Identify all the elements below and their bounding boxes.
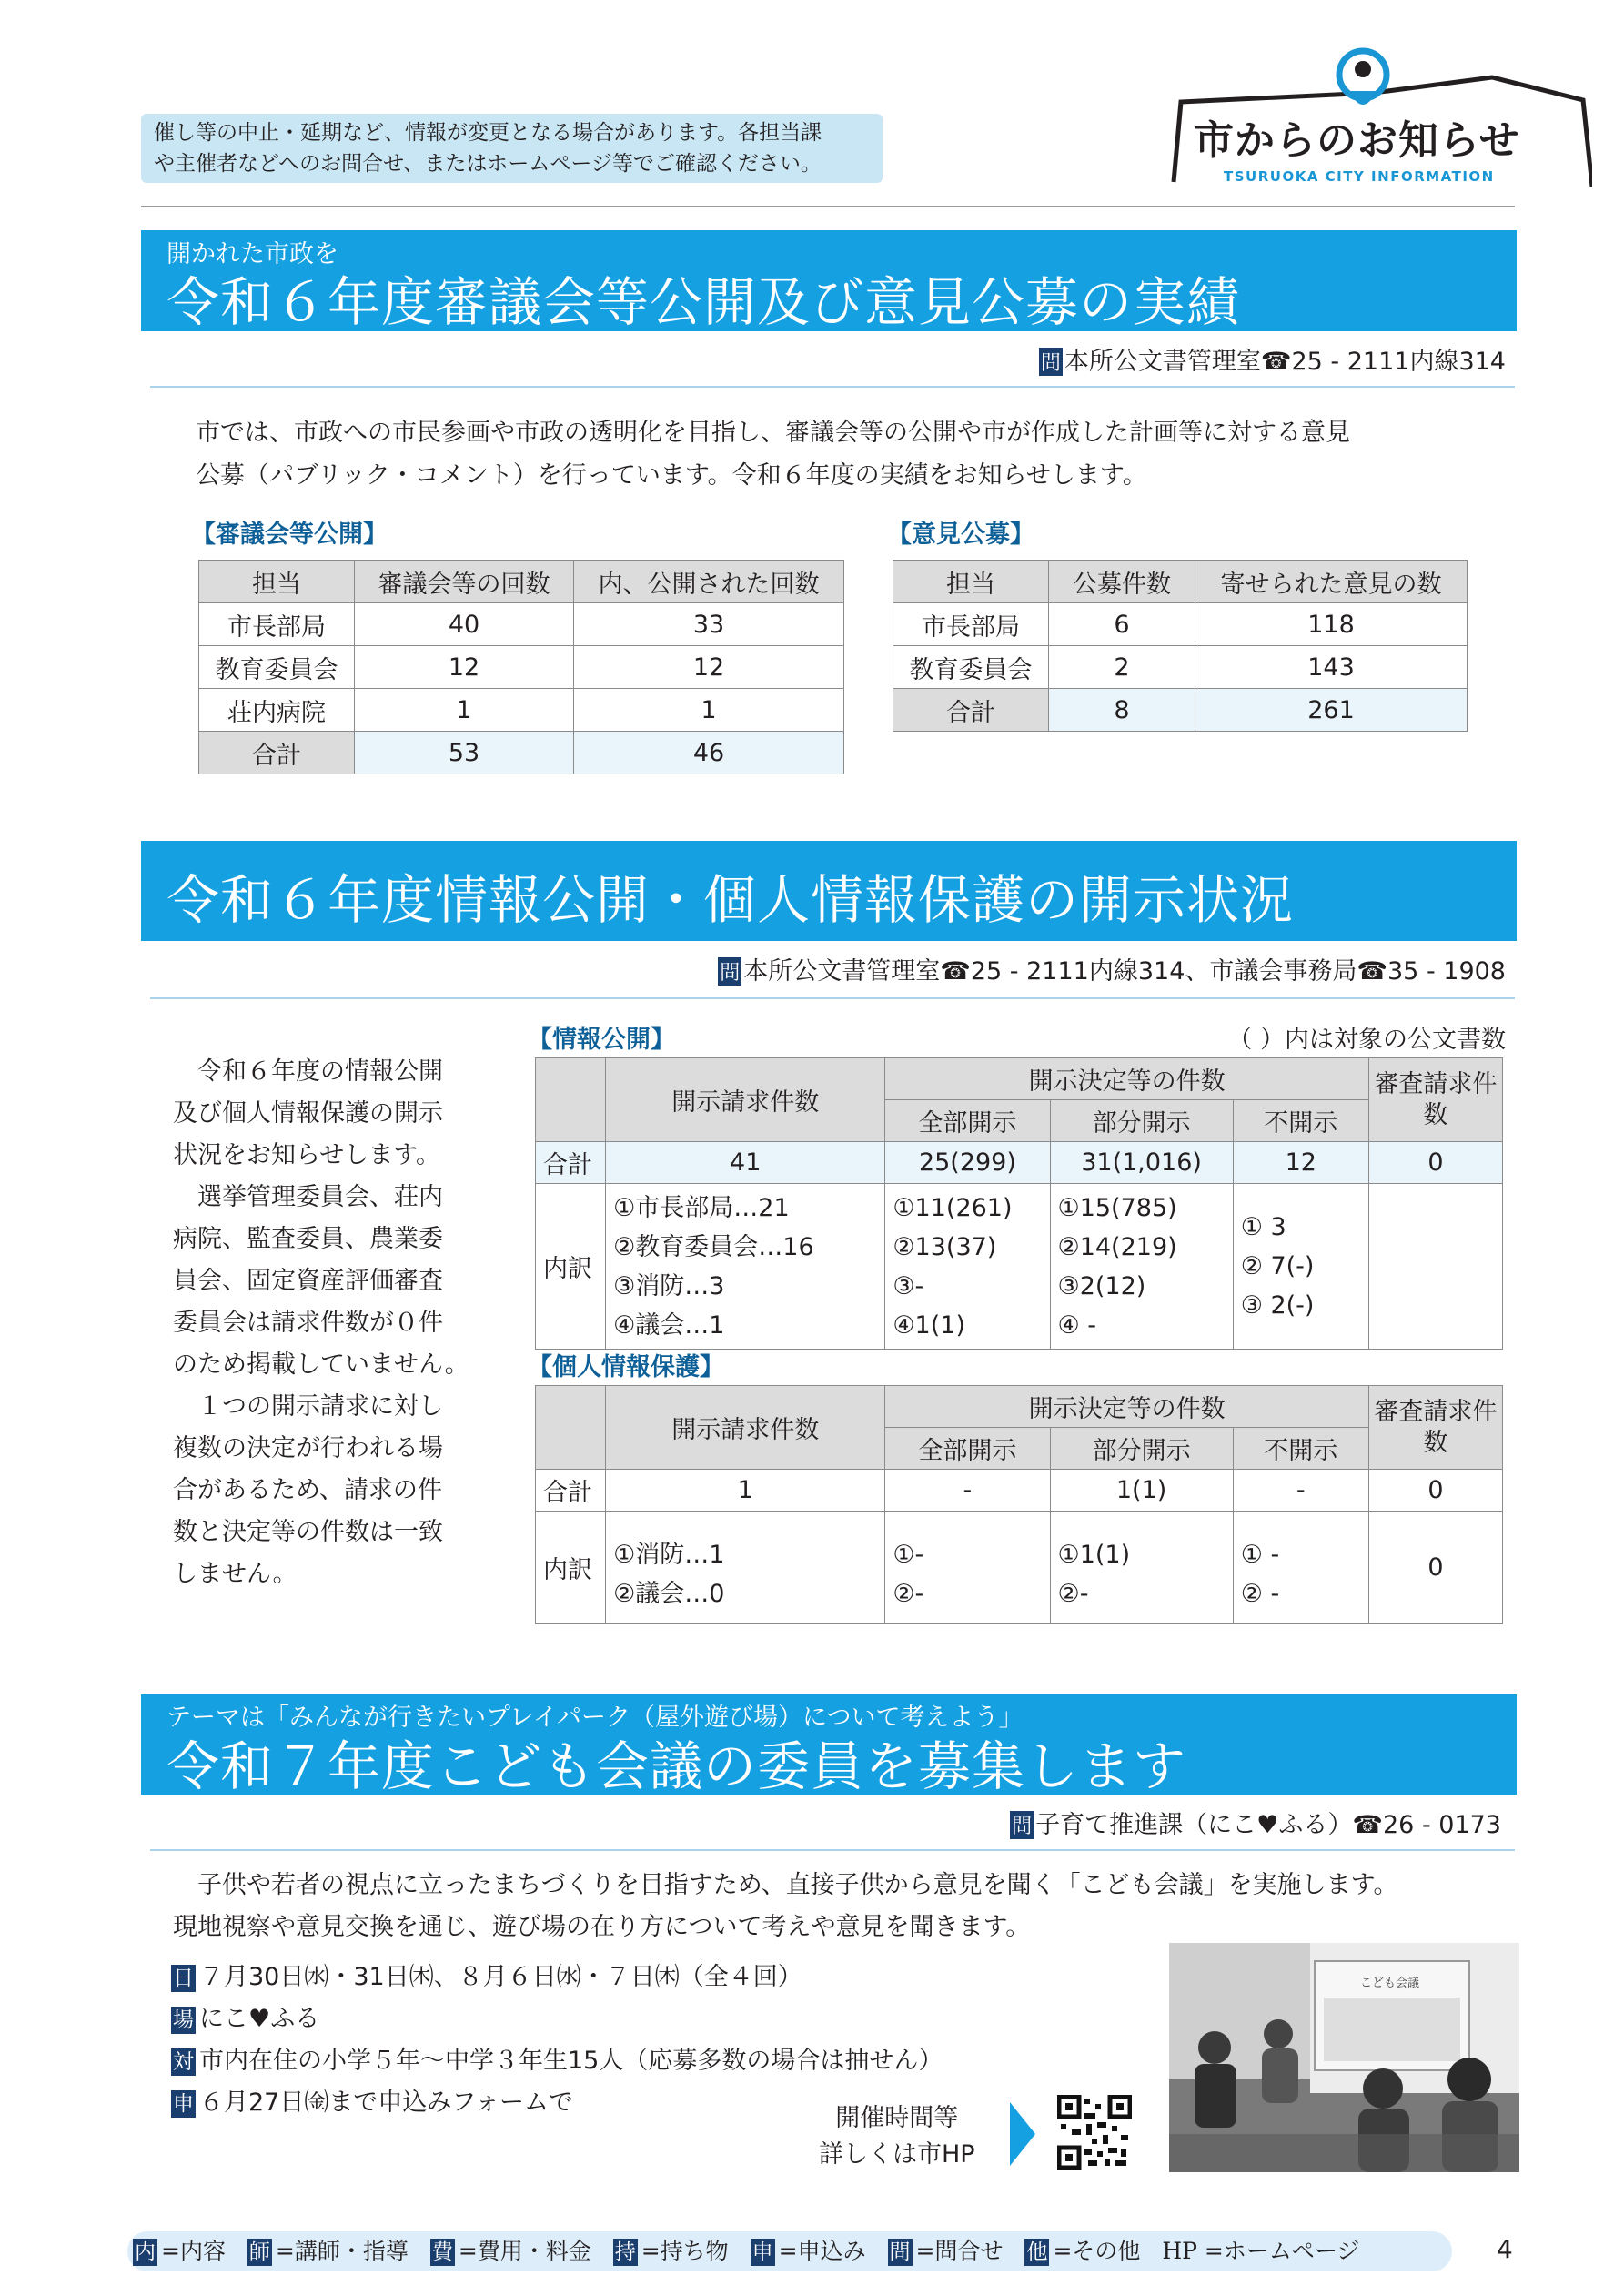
legend-text: =問合せ [915, 2238, 1004, 2264]
table-header: 公募件数 [1049, 561, 1195, 603]
list-item: ①消防…1 [613, 1540, 725, 1569]
table-total-row [199, 732, 844, 774]
table-cell: 内訳 [536, 1184, 606, 1350]
table-cell: 33 [574, 603, 844, 646]
table-cell [606, 1184, 885, 1350]
table-header: 審査請求件数 [1368, 1058, 1502, 1142]
section2-title: 令和６年度情報公開・個人情報保護の開示状況 [166, 869, 1295, 931]
table-cell: 合計 [199, 732, 355, 774]
section1-contact [1039, 341, 1506, 377]
table-row [199, 689, 844, 732]
table-cell [1368, 1184, 1502, 1350]
table-cell: 1(1) [1050, 1470, 1233, 1512]
table-cell [885, 1184, 1050, 1350]
side-line: 病院、監査委員、農業委 [173, 1225, 443, 1253]
divider [150, 1849, 1515, 1851]
side-line: 員会、固定資産評価審査 [173, 1267, 443, 1295]
side-line: のため掲載していません。 [173, 1350, 469, 1379]
list-item: ②- [893, 1579, 924, 1608]
table-cell: 教育委員会 [893, 646, 1049, 689]
table-cell: - [1233, 1470, 1368, 1512]
table2-label: 【意見公募】 [887, 521, 1034, 549]
contact-text: 子育て推進課（にこ♥ふる）☎26 - 0173 [1035, 1811, 1501, 1839]
notice-line: や主催者などへのお問合せ、またはホームページ等でご確認ください。 [154, 152, 822, 176]
table-cell: 市長部局 [893, 603, 1049, 646]
legend-text: =その他 [1053, 2238, 1141, 2264]
table-total-row [536, 1142, 1503, 1184]
legend-badge: 申 [751, 2240, 773, 2264]
council-table [198, 560, 844, 774]
side-line: 状況をお知らせします。 [173, 1141, 441, 1169]
side-line: 令和６年度の情報公開 [197, 1057, 443, 1086]
section2-sidebar-text [173, 1051, 537, 1595]
table-header: 寄せられた意見の数 [1195, 561, 1468, 603]
section1-banner [141, 230, 1517, 331]
public-comment-table [893, 560, 1468, 732]
list-item: ①市長部局…21 [613, 1193, 790, 1222]
logo-subtitle: TSURUOKA CITY INFORMATION [1224, 168, 1495, 185]
table-row [893, 603, 1468, 646]
table-cell: 市長部局 [199, 603, 355, 646]
legend-text: HP =ホームページ [1162, 2238, 1360, 2264]
list-item: ②教育委員会…16 [613, 1232, 814, 1261]
list-item: ①1(1) [1057, 1540, 1131, 1569]
legend-badge: 内 [135, 2240, 156, 2264]
detail-text: ７月30日㈬・31日㈭、８月６日㈬・７日㈭（全４回） [199, 1963, 802, 1991]
divider [141, 206, 1515, 207]
table-cell: 合計 [536, 1142, 606, 1184]
side-line: 選挙管理委員会、荘内 [173, 1183, 443, 1211]
section2-contact [718, 951, 1506, 986]
table-header: 審査請求件数 [1368, 1386, 1502, 1470]
table-cell: 12 [355, 646, 574, 689]
table-header: 全部開示 [885, 1428, 1050, 1470]
table-cell: 25(299) [885, 1142, 1050, 1184]
section3-para: 現地視察や意見交換を通じ、遊び場の在り方について考えや意見を聞きます。 [173, 1913, 1031, 1941]
table-cell: 8 [1049, 689, 1195, 732]
list-item: ①11(261) [893, 1193, 1013, 1222]
table-header: 不開示 [1233, 1100, 1368, 1142]
info-table-label: 【情報公開】 [528, 1026, 675, 1054]
legend-text: =持ち物 [641, 2238, 729, 2264]
table-cell: 2 [1049, 646, 1195, 689]
footer-legend [127, 2231, 1452, 2271]
qr-code-icon[interactable] [1057, 2095, 1132, 2170]
table-header: 開示請求件数 [606, 1058, 885, 1142]
list-item: ①15(785) [1057, 1193, 1177, 1222]
contact-text: 本所公文書管理室☎25 - 2111内線314 [1064, 348, 1506, 376]
list-item: ③- [893, 1271, 924, 1300]
section1-para: 市では、市政への市民参画や市政の透明化を目指し、審議会等の公開や市が作成した計画等に対する意見 [196, 419, 1350, 447]
side-line: 合があるため、請求の件 [173, 1476, 442, 1504]
side-line: １つの開示請求に対し [173, 1392, 443, 1421]
detail-text: にこ♥ふる [199, 2005, 320, 2033]
divider [150, 386, 1515, 388]
photo-banner: こども会議 [1360, 1977, 1420, 1990]
list-item: ②13(37) [893, 1232, 997, 1261]
table-header: 審議会等の回数 [355, 561, 574, 603]
table-header: 部分開示 [1050, 1428, 1233, 1470]
target-badge: 対 [173, 2050, 194, 2074]
table-cell: 41 [606, 1142, 885, 1184]
table-cell: 1 [355, 689, 574, 732]
section2-banner [141, 841, 1517, 941]
legend-text: =内容 [161, 2238, 226, 2264]
detail-target [171, 2040, 943, 2082]
list-item: ① 3 [1240, 1213, 1286, 1241]
side-line: 数と決定等の件数は一致 [173, 1518, 443, 1546]
logo-title: 市からのお知らせ [1194, 117, 1520, 164]
table-cell: 12 [1233, 1142, 1368, 1184]
apply-badge: 申 [173, 2092, 194, 2116]
legend-text: =費用・料金 [458, 2238, 591, 2264]
place-badge: 場 [173, 2008, 194, 2032]
list-item: ②14(219) [1057, 1232, 1177, 1261]
notice-box [141, 114, 883, 183]
table-header [536, 1386, 606, 1470]
table-header: 開示決定等の件数 [885, 1386, 1368, 1428]
table-cell: 12 [574, 646, 844, 689]
side-line: 委員会は請求件数が０件 [173, 1309, 443, 1337]
table-cell: 40 [355, 603, 574, 646]
table-header: 開示請求件数 [606, 1386, 885, 1470]
table-cell: 261 [1195, 689, 1468, 732]
privacy-table-label: 【個人情報保護】 [528, 1353, 724, 1381]
table-cell: 1 [606, 1470, 885, 1512]
list-item: ② 7(-) [1240, 1252, 1315, 1280]
list-item: ④ - [1057, 1310, 1097, 1340]
table-cell: 118 [1195, 603, 1468, 646]
table-header: 担当 [893, 561, 1049, 603]
table-cell: 荘内病院 [199, 689, 355, 732]
qr-caption [819, 2100, 975, 2173]
table-row [893, 646, 1468, 689]
table-header: 開示決定等の件数 [885, 1058, 1368, 1100]
table-cell [885, 1512, 1050, 1624]
table-cell [1233, 1184, 1368, 1350]
legend-badge: 問 [889, 2240, 911, 2264]
qr-caption-line: 開催時間等 [835, 2104, 959, 2132]
legend-badge: 師 [248, 2240, 270, 2264]
arrow-right-icon [1010, 2102, 1035, 2166]
contact-text: 本所公文書管理室☎25 - 2111内線314、市議会事務局☎35 - 1908 [743, 957, 1506, 986]
table-total-row [893, 689, 1468, 732]
info-table-note: （ ）内は対象の公文書数 [1227, 1026, 1506, 1054]
table-cell: 31(1,016) [1050, 1142, 1233, 1184]
section3-para: 子供や若者の視点に立ったまちづくりを目指すため、直接子供から意見を聞く「こども会議」を実施します。 [173, 1871, 1398, 1899]
list-item: ①- [893, 1540, 924, 1569]
table-header: 部分開示 [1050, 1100, 1233, 1142]
table-row [199, 603, 844, 646]
notice-line: 催し等の中止・延期など、情報が変更となる場合があります。各担当課 [154, 121, 822, 145]
table-cell: 143 [1195, 646, 1468, 689]
table-cell: 内訳 [536, 1512, 606, 1624]
table-cell: 6 [1049, 603, 1195, 646]
inquiry-badge: 問 [718, 957, 741, 986]
list-item: ③消防…3 [613, 1271, 725, 1300]
list-item: ④1(1) [893, 1310, 965, 1340]
table-cell [1050, 1184, 1233, 1350]
list-item: ① - [1240, 1540, 1280, 1569]
legend-badge: 持 [614, 2240, 636, 2264]
table-cell: 1 [574, 689, 844, 732]
detail-text: 市内在住の小学５年〜中学３年生15人（応募多数の場合は抽せん） [199, 2047, 943, 2075]
section3-title: 令和７年度こども会議の委員を募集します [166, 1735, 1187, 1797]
divider [150, 997, 1515, 999]
table-row [536, 1512, 1503, 1624]
side-line: 及び個人情報保護の開示 [173, 1099, 443, 1128]
table-header: 担当 [199, 561, 355, 603]
table-cell: 0 [1368, 1142, 1502, 1184]
table-cell [606, 1512, 885, 1624]
table-row [536, 1184, 1503, 1350]
table-header: 不開示 [1233, 1428, 1368, 1470]
section3-banner [141, 1694, 1517, 1795]
table-cell: 53 [355, 732, 574, 774]
privacy-table [535, 1385, 1503, 1624]
table-cell: 教育委員会 [199, 646, 355, 689]
table-cell: 合計 [536, 1470, 606, 1512]
legend-badge: 他 [1026, 2240, 1048, 2264]
table-cell: - [885, 1470, 1050, 1512]
list-item: ④議会…1 [613, 1310, 725, 1340]
table-header: 全部開示 [885, 1100, 1050, 1142]
date-badge: 日 [173, 1967, 194, 1990]
table-header [536, 1058, 606, 1142]
list-item: ②議会…0 [613, 1579, 725, 1608]
detail-text: ６月27日㈮まで申込みフォームで [199, 2089, 574, 2117]
table-cell: 46 [574, 732, 844, 774]
side-line: しません。 [173, 1560, 298, 1588]
section1-para: 公募（パブリック・コメント）を行っています。令和６年度の実績をお知らせします。 [196, 461, 1147, 490]
list-item: ② - [1240, 1579, 1280, 1608]
detail-date [171, 1957, 943, 1998]
table-cell [1050, 1512, 1233, 1624]
section3-contact [1010, 1805, 1501, 1840]
list-item: ②- [1057, 1579, 1089, 1608]
table-cell [1233, 1512, 1368, 1624]
event-details [171, 1957, 943, 2124]
table-row [199, 646, 844, 689]
list-item: ③2(12) [1057, 1271, 1146, 1300]
section3-kicker: テーマは「みんなが行きたいプレイパーク（屋外遊び場）について考えよう」 [166, 1704, 1024, 1732]
inquiry-badge: 問 [1039, 348, 1063, 376]
list-item: ③ 2(-) [1240, 1291, 1315, 1320]
table-cell: 合計 [893, 689, 1049, 732]
legend-text: =申込み [778, 2238, 866, 2264]
table-header: 内、公開された回数 [574, 561, 844, 603]
table-total-row [536, 1470, 1503, 1512]
meeting-photo [1169, 1943, 1519, 2172]
qr-caption-line: 詳しくは市HP [819, 2140, 975, 2169]
section1-title: 令和６年度審議会等公開及び意見公募の実績 [166, 271, 1241, 333]
table1-label: 【審議会等公開】 [191, 521, 388, 549]
inquiry-badge: 問 [1010, 1811, 1034, 1839]
info-disclosure-table [535, 1057, 1503, 1350]
table-cell: 0 [1368, 1512, 1502, 1624]
legend-badge: 費 [431, 2240, 453, 2264]
legend-text: =講師・指導 [275, 2238, 409, 2264]
table-cell: 0 [1368, 1470, 1502, 1512]
side-line: 複数の決定が行われる場 [173, 1434, 443, 1462]
page-number: 4 [1497, 2234, 1513, 2264]
detail-place [171, 1998, 943, 2040]
section1-kicker: 開かれた市政を [166, 240, 338, 268]
